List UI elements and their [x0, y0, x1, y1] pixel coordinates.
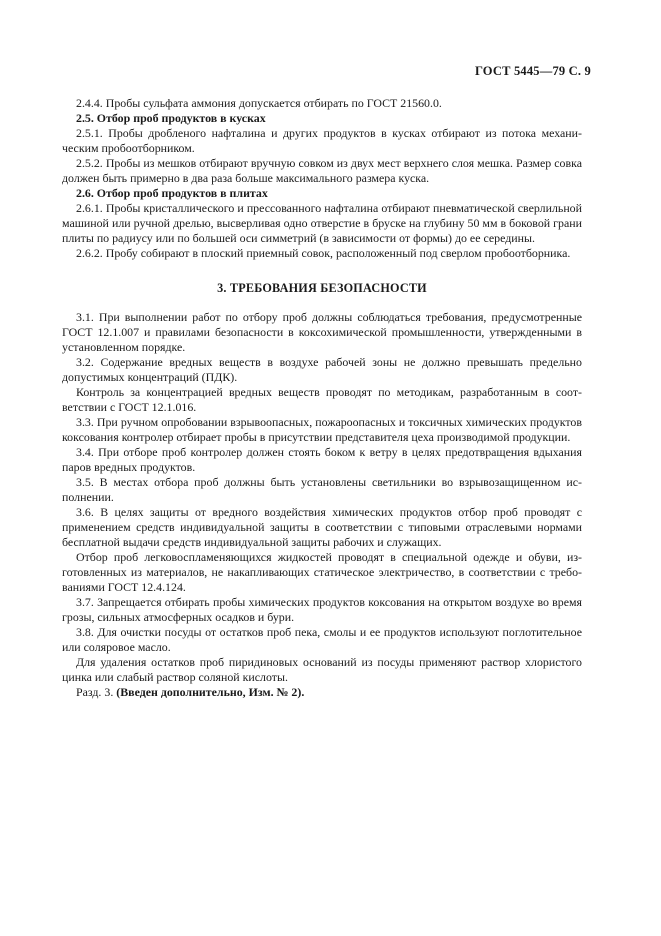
- clause-3-4: 3.4. При отборе проб контролер должен стоять боком к ветру в целях предотвращения вдыхания паров вредных продуктов.: [62, 445, 582, 474]
- clause-3-3: 3.3. При ручном опробовании взрывоопасных, пожароопасных и токсичных химических продуктов коксования контролер отбирает пробы в присутствии представителя цеха производимой продукции.: [62, 415, 582, 444]
- subheading-2-5: 2.5. Отбор проб продуктов в кусках: [76, 111, 266, 125]
- clause-3-6: 3.6. В целях защиты от вредного воздействия химических продуктов отбор проб проводят с применением средств индивидуальной защиты в соответствии с типовыми отраслевыми нормами бесплатной выдачи средств индивидуальной защиты рабочих и служащих.: [62, 505, 582, 549]
- amendment-note-prefix: Разд. 3.: [76, 685, 117, 699]
- clause-3-2: 3.2. Содержание вредных веществ в воздухе рабочей зоны не должно превышать предельно допустимых концентраций (ПДК).: [62, 355, 582, 384]
- section-3-amendment-note: [62, 685, 582, 700]
- clause-2-5-2: 2.5.2. Пробы из мешков отбирают вручную совком из двух мест верхнего слоя мешка. Размер совка должен быть примерно в два раза больше максимального размера куска.: [62, 156, 582, 185]
- clause-2-6-2: 2.6.2. Пробу собирают в плоский приемный совок, расположенный под сверлом пробоотборника.: [76, 246, 571, 260]
- clause-2-5-1: 2.5.1. Пробы дробленого нафталина и других продуктов в кусках отбирают из потока механическим пробоотборником.: [62, 126, 582, 155]
- clause-3-8: 3.8. Для очистки посуды от остатков проб пека, смолы и ее продуктов используют поглотительное или соляровое масло.: [62, 625, 582, 654]
- clause-3-7: 3.7. Запрещается отбирать пробы химических продуктов коксования на открытом воздухе во время грозы, сильных атмосферных осадков и бури.: [62, 595, 582, 624]
- section-3-title: 3. ТРЕБОВАНИЯ БЕЗОПАСНОСТИ: [217, 281, 427, 295]
- page-header-gost-ref: ГОСТ 5445—79 С. 9: [474, 64, 591, 78]
- subheading-2-6: 2.6. Отбор проб продуктов в плитах: [76, 186, 268, 200]
- clause-3-6-clothing: Отбор проб легковоспламеняющихся жидкостей проводят в специальной одежде и обуви, изготовленных из материалов, не накапливающих статическое электричество, в соответствии с требованиями ГОСТ 12.4.124.: [62, 550, 582, 594]
- clause-3-8-pyridine: Для удаления остатков проб пиридиновых оснований из посуды применяют раствор хлористого цинка или слабый раствор соляной кислоты.: [62, 655, 582, 684]
- amendment-note-mark: (Введен дополнительно, Изм. № 2).: [116, 685, 305, 699]
- clause-2-6-1: 2.6.1. Пробы кристаллического и прессованного нафталина отбирают пневматической сверлильной машиной или ручной дрелью, высверливая одно отверстие в бруске на глубину 50 мм в боковой грани плиты по радиусу или по большей оси симметрий (в зависимости от формы) до ее середины.: [62, 201, 582, 245]
- clause-3-1: 3.1. При выполнении работ по отбору проб должны соблюдаться требования, предусмотренные ГОСТ 12.1.007 и правилами безопасности в коксохимической промышленности, утвержденными в установленном порядке.: [62, 310, 582, 354]
- clause-3-5: 3.5. В местах отбора проб должны быть установлены светильники во взрывозащищенном исполнении.: [62, 475, 582, 504]
- clause-3-2-control: Контроль за концентрацией вредных веществ проводят по методикам, разработанным в соответствии с ГОСТ 12.1.016.: [62, 385, 582, 414]
- document-body: [62, 96, 582, 700]
- clause-2-4-4: 2.4.4. Пробы сульфата аммония допускается отбирать по ГОСТ 21560.0.: [76, 96, 442, 110]
